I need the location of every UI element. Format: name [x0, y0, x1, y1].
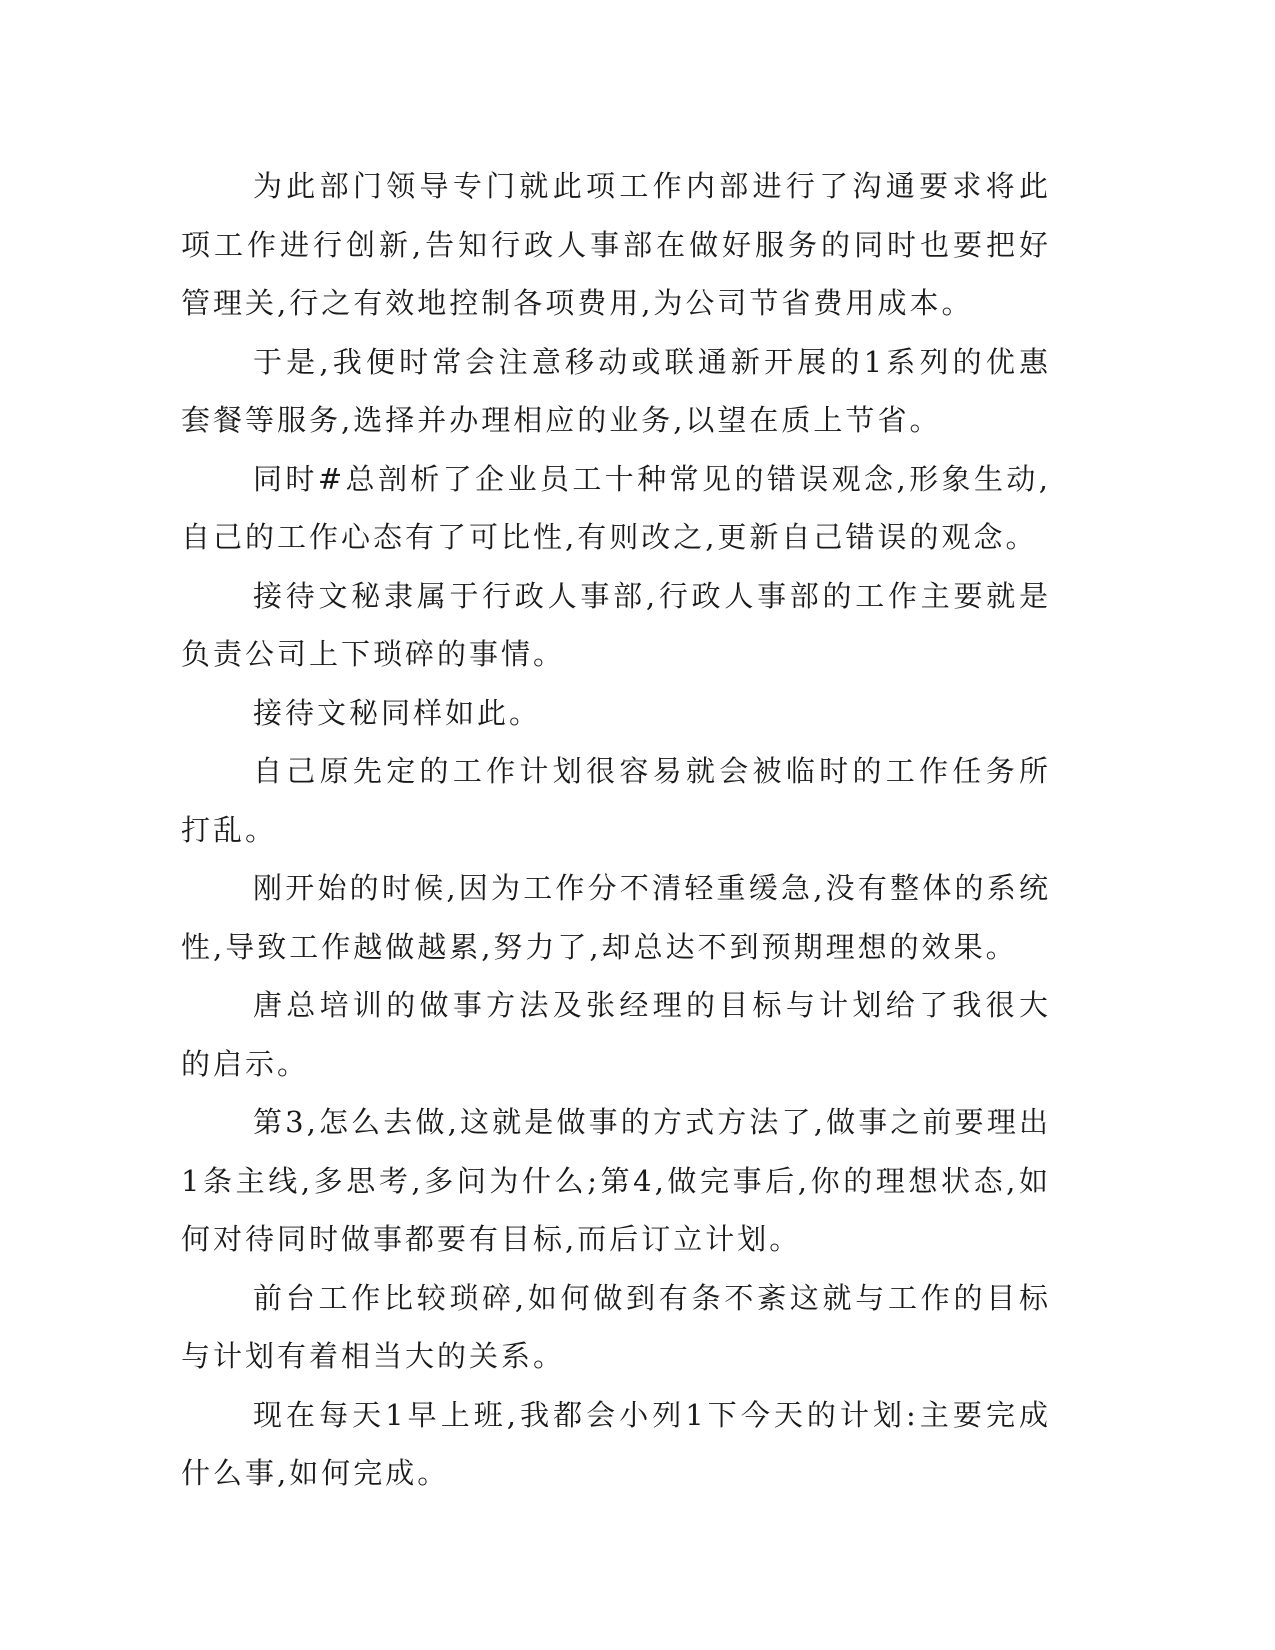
paragraph: 同时#总剖析了企业员工十种常见的错误观念,形象生动,自己的工作心态有了可比性,有则改之,更新自己错误的观念。 [181, 461, 1051, 554]
paragraph: 于是,我便时常会注意移动或联通新开展的1系列的优惠套餐等服务,选择并办理相应的业务,以望在质上节省。 [181, 344, 1051, 437]
paragraph: 前台工作比较琐碎,如何做到有条不紊这就与工作的目标与计划有着相当大的关系。 [181, 1280, 1051, 1373]
paragraph: 为此部门领导专门就此项工作内部进行了沟通要求将此项工作进行创新,告知行政人事部在做好服务的同时也要把好管理关,行之有效地控制各项费用,为公司节省费用成本。 [181, 169, 1051, 320]
paragraph: 唐总培训的做事方法及张经理的目标与计划给了我很大的启示。 [181, 988, 1051, 1081]
paragraph: 自己原先定的工作计划很容易就会被临时的工作任务所打乱。 [181, 754, 1051, 847]
paragraph: 接待文秘隶属于行政人事部,行政人事部的工作主要就是负责公司上下琐碎的事情。 [181, 578, 1051, 671]
document-body [181, 157, 1051, 1503]
paragraph: 刚开始的时候,因为工作分不清轻重缓急,没有整体的系统性,导致工作越做越累,努力了,却总达不到预期理想的效果。 [181, 871, 1051, 964]
paragraph: 接待文秘同样如此。 [253, 695, 542, 730]
paragraph: 第3,怎么去做,这就是做事的方式方法了,做事之前要理出1条主线,多思考,多问为什么;第4,做完事后,你的理想状态,如何对待同时做事都要有目标,而后订立计划。 [181, 1105, 1051, 1256]
paragraph: 现在每天1早上班,我都会小列1下今天的计划:主要完成什么事,如何完成。 [181, 1397, 1051, 1490]
